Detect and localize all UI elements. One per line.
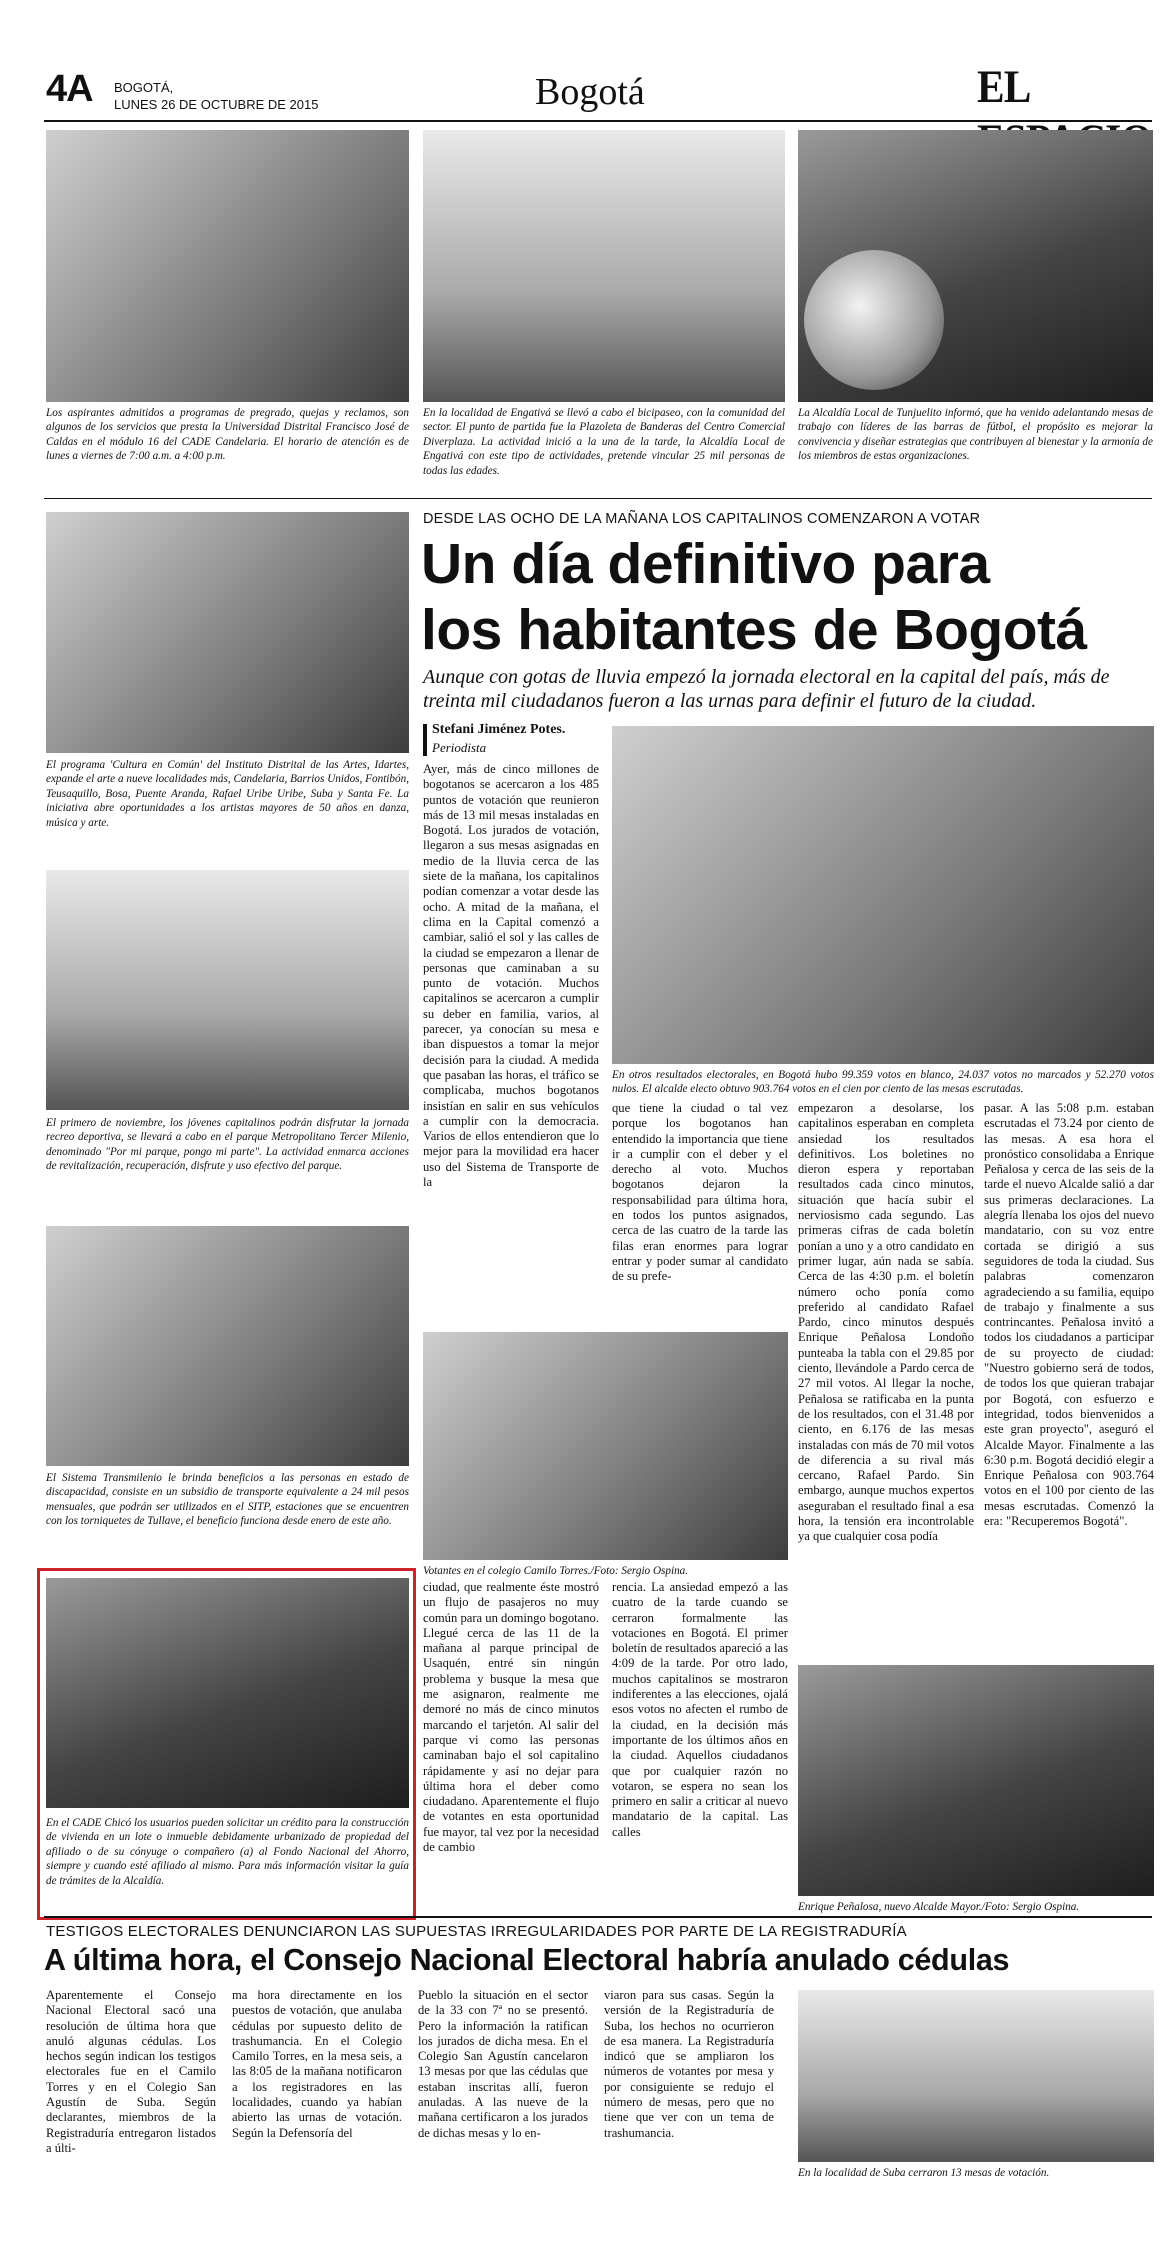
header-city: BOGOTÁ, — [114, 80, 174, 95]
main-photo-3-caption: Enrique Peñalosa, nuevo Alcalde Mayor./Foto: Sergio Ospina. — [798, 1901, 1080, 1913]
main-headline-2: los habitantes de Bogotá — [421, 598, 1087, 662]
bottom-column-4: viaron para sus casas. Según la versión de la Registraduría de Suba, los hechos no ocurrieron de esa manera. La Registraduría indicó que se ampliaron los números de votantes por mesa y por consiguiente se redujo el número de mesas, pero que no tiene que ver con un tema de trashumancia. — [604, 1988, 774, 2140]
top-row-divider — [44, 498, 1152, 499]
soccer-ball-icon — [804, 250, 944, 390]
left-photo-3 — [46, 1226, 409, 1466]
author-bar — [423, 724, 427, 756]
main-photo-1 — [612, 726, 1154, 1064]
top-caption-1: Los aspirantes admitidos a programas de pregrado, quejas y reclamos, son algunos de los servicios que presta la Universidad Distrital Francisco José de Caldas en el módulo 16 del CADE Candelaria. El horario de atención es de lunes a viernes de 7:00 a.m. a 4:00 p.m. — [46, 407, 409, 463]
left-caption-3: El Sistema Transmilenio le brinda beneficios a las personas en estado de discapacidad, consiste en un subsidio de transporte equivalente a 24 mil pesos mensuales, que podrán ser utilizados en el SITP, estaciones que se encuentren con los torniquetes de Tullave, el beneficio funciona desde enero de este año. — [46, 1472, 409, 1528]
bottom-photo-caption: En la localidad de Suba cerraron 13 mesas de votación. — [798, 2167, 1050, 2179]
left-photo-4 — [46, 1578, 409, 1808]
main-kicker: DESDE LAS OCHO DE LA MAÑANA LOS CAPITALINOS COMENZARON A VOTAR — [423, 511, 981, 527]
main-column-1: Ayer, más de cinco millones de bogotanos se acercaron a los 485 puntos de votación que reunieron más de 13 mil mesas instaladas en Bogotá. Los jurados de votación, llegaron a sus mesas asignadas en medio de la lluvia cerca de las siete de la mañana, los capitalinos podían comenzar a votar desde las ocho. A mitad de la mañana, el clima en la Capital comenzó a cambiar, salió el sol y las calles de la ciudad se empezaron a llenar de personas que caminaban a su punto de votación. Muchos capitalinos se acercaron a cumplir su deber en familia, varios, al parecer, ya conocían su mesa e iban dispuestos a tomar la mejor decisión para la ciudad. A medida que pasaban las horas, el tráfico se complicaba, muchos bogotanos insistían en salir en sus vehículos a cumplir con la democracia. Varios de ellos entendieron que lo mejor para la movilidad era hacer uso del Sistema de Transporte de la — [423, 762, 599, 1190]
main-photo-2-caption: Votantes en el colegio Camilo Torres./Foto: Sergio Ospina. — [423, 1565, 689, 1577]
bottom-photo — [798, 1990, 1154, 2162]
header-date: LUNES 26 DE OCTUBRE DE 2015 — [114, 97, 319, 112]
left-photo-1 — [46, 512, 409, 753]
top-photo-2 — [423, 130, 785, 402]
main-column-6: rencia. La ansiedad empezó a las cuatro de la tarde cuando se cerraron formalmente las votaciones en Bogotá. El primer boletín de resultados apareció a las 4:09 de la tarde. Por otro lado, muchos capitalinos se mostraron indiferentes a las elecciones, ojalá esos votos no afecten el rumbo de la ciudad, en la decisión más importante de los últimos años en la ciudad. Aquellos ciudadanos que por cualquier razón no votaron, se espera no sean los primero en salir a criticar al nuevo mandatario de la capital. Las calles — [612, 1580, 788, 1839]
main-column-2: que tiene la ciudad o tal vez porque los bogotanos han entendido la importancia que tiene ir a cumplir con el deber y el derecho al voto. Muchos bogotanos dejaron la responsabilidad para última hora, en todos los puntos asignados, cerca de las cuatro de la tarde las filas eran enormes para lograr entrar y poder sumar al candidato de su prefe- — [612, 1101, 788, 1284]
main-deck: Aunque con gotas de lluvia empezó la jornada electoral en la capital del país, más de treinta mil ciudadanos fueron a las urnas para definir el futuro de la ciudad. — [423, 666, 1110, 712]
bottom-divider — [44, 1916, 1152, 1918]
bottom-column-2: ma hora directamente en los puestos de votación, que anulaba cédulas por supuesto delito de trashumancia. En el Colegio Camilo Torres, en la mesa seis, a las 8:05 de la mañana notificaron a los registradores en las localidades, cuando ya habían abierto las urnas de votación. Según la Defensoría del — [232, 1988, 402, 2140]
left-caption-1: El programa 'Cultura en Común' del Instituto Distrital de las Artes, Idartes, expande el arte a nueve localidades más, Candelaria, Barrios Unidos, Fontibón, Teusaquillo, Bosa, Puente Aranda, Rafael Uribe Uribe, Suba y Santa Fe. La iniciativa abre oportunidades a los artistas mayores de 50 años en danza, música y arte. — [46, 759, 409, 829]
left-caption-4: En el CADE Chicó los usuarios pueden solicitar un crédito para la construcción de vivienda en un lote o inmueble debidamente urbanizado de propiedad del afiliado o de su cónyuge o compañero (a) al Fondo Nacional del Ahorro, siempre y cuando esté afiliado al mismo. Para más información visitar la guía de trámites de la Alcaldía. — [46, 1817, 409, 1887]
top-caption-2: En la localidad de Engativá se llevó a cabo el bicipaseo, con la comunidad del sector. El punto de partida fue la Plazoleta de Banderas del Centro Comercial Diverplaza. La actividad inició a la una de la tarde, la Alcaldía Local de Engativá con este tipo de actividades, pretende vincular 25 mil personas de todas las edades. — [423, 407, 785, 477]
author-name: Stefani Jiménez Potes. — [432, 722, 566, 737]
header-rule — [44, 120, 1152, 122]
main-column-3: empezaron a desolarse, los capitalinos esperaban en completa ansiedad los resultados definitivos. Los boletines no dieron espera y reportaban resultados cada cinco minutos, situación que hacía subir el nerviosismo cada segundo. Las primeras cifras de cada boletín ponían a uno y a otro candidato en primer lugar, aún nada se sabía. Cerca de las 4:30 p.m. el boletín número ocho ponía como preferido al candidato Rafael Pardo, cinco minutos después Enrique Peñalosa Londoño punteaba la tabla con el 29.85 por ciento, llevándole a Pardo cerca de 27 mil votos. Al llegar la noche, Peñalosa se ratificaba en la punta de los resultados, con el 31.48 por ciento, en 6.176 de las mesas instaladas con más de 70 mil votos de diferencia a su rival más cercano, Rafael Pardo. Sin embargo, aunque muchos expertos aseguraban el resultado final a esa hora, la tensión era incontrolable ya que cualquier cosa podía — [798, 1101, 974, 1544]
main-column-5: ciudad, que realmente éste mostró un flujo de pasajeros no muy común para un domingo bogotano. Llegué cerca de las 11 de la mañana al parque principal de Usaquén, entré sin ningún problema y busque la mesa que me asignaron, realmente me demoré no más de cinco minutos marcando el tarjetón. Al salir del parque vi como las personas caminaban bajo el sol capitalino rápidamente y así no dejar para última hora el deber como ciudadano. Aparentemente el flujo de votantes en esta oportunidad fue mayor, tal vez por la necesidad de cambio — [423, 1580, 599, 1855]
bottom-column-3: Pueblo la situación en el sector de la 33 con 7ª no se presentó. Pero la información la ratifican los jurados de dicha mesa. En el Colegio San Agustín cancelaron 13 mesas por que las cédulas que estaban inscritas allí, fueron anuladas. A las nueve de la mañana certificaron a los jurados de dichas mesas y lo en- — [418, 1988, 588, 2140]
bottom-column-1: Aparentemente el Consejo Nacional Electoral sacó una resolución de última hora que anuló algunas cédulas. Los hechos según indican los testigos electorales fue en el Camilo Torres y en el Colegio San Agustín de Suba. Según declarantes, miembros de la Registraduría entregaron listados a últi- — [46, 1988, 216, 2155]
top-photo-3 — [798, 130, 1153, 402]
author-role: Periodista — [432, 740, 487, 755]
section-title: Bogotá — [535, 71, 645, 113]
main-photo-3 — [798, 1665, 1154, 1896]
main-column-4: pasar. A las 5:08 p.m. estaban escrutadas el 73.24 por ciento de las mesas. A esa hora el pronóstico consolidaba a Enrique Peñalosa y cerca de las seis de la tarde el nuevo Alcalde salió a dar sus primeras declaraciones. La alegría llenaba los ojos del nuevo mandatario, con su voz entre cortada se dirigió a sus seguidores de toda la ciudad. Sus palabras comenzaron agradeciendo a su familia, equipo de trabajo y finalmente a sus contrincantes. Peñalosa invitó a todos los ciudadanos a participar de su proyecto de ciudad: "Nuestro gobierno será de todos, de todos los que quieran trabajar por Bogotá, con esfuerzo e integridad, todos bienvenidos a este gran proyecto", aseguró el Alcalde Mayor. Finalmente a las 6:30 p.m. Bogotá decidió elegir a Enrique Peñalosa con 903.764 votos en el 100 por ciento de las mesas escrutadas. Comenzó la era: "Recuperemos Bogotá". — [984, 1101, 1154, 1529]
top-photo-1 — [46, 130, 409, 402]
bottom-kicker: TESTIGOS ELECTORALES DENUNCIARON LAS SUPUESTAS IRREGULARIDADES POR PARTE DE LA REGISTRADURÍA — [46, 1923, 907, 1940]
main-photo-1-caption: En otros resultados electorales, en Bogotá hubo 99.359 votos en blanco, 24.037 votos no marcados y 52.270 votos nulos. El alcalde electo obtuvo 903.764 votos en el cien por ciento de las mesas escrutadas. — [612, 1069, 1154, 1096]
top-caption-3: La Alcaldía Local de Tunjuelito informó, que ha venido adelantando mesas de trabajo con líderes de las barras de fútbol, el propósito es mejorar la convivencia y diseñar estrategias que contribuyen al bienestar y la armonía de los miembros de estas organizaciones. — [798, 407, 1153, 463]
bottom-headline: A última hora, el Consejo Nacional Electoral habría anulado cédulas — [44, 1943, 1010, 1977]
masthead: EL — [977, 61, 1029, 113]
page-number: 4A — [46, 68, 93, 110]
main-photo-2 — [423, 1332, 788, 1560]
main-headline-1: Un día definitivo para — [421, 532, 990, 596]
left-photo-2 — [46, 870, 409, 1110]
left-caption-2: El primero de noviembre, los jóvenes capitalinos podrán disfrutar la jornada recreo deportiva, se llevará a cabo en el parque Metropolitano Tercer Milenio, denominado "Por mi parque, pongo mi parte". La actividad enmarca acciones de revitalización, recuperación, disfrute y uso efectivo del parque. — [46, 1117, 409, 1173]
